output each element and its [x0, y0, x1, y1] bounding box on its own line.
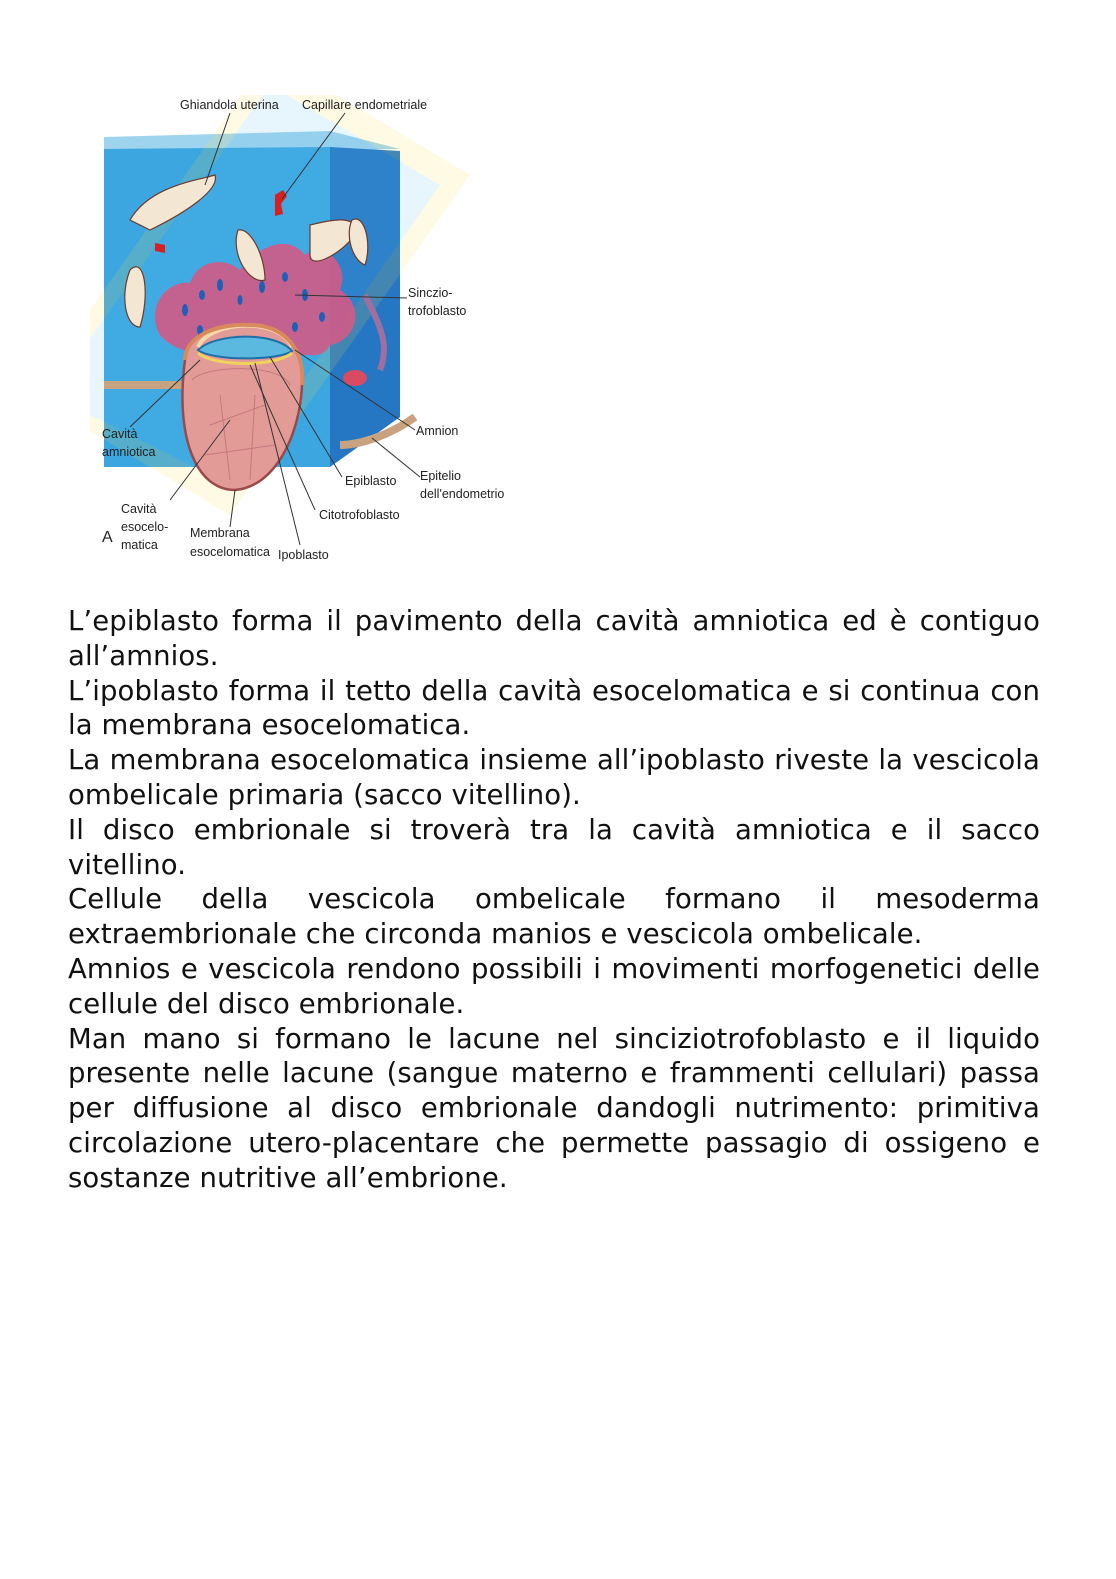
label-syncytio-1: Sinczio- — [408, 286, 453, 300]
label-cytotrophoblast: Citotrofoblasto — [319, 508, 400, 522]
label-exocoelomic-cavity-2: esocelo- — [121, 520, 169, 534]
implantation-figure — [90, 95, 530, 575]
label-amniotic-cavity-2: amniotica — [102, 445, 156, 459]
implantation-diagram — [90, 95, 530, 575]
label-amnion: Amnion — [416, 424, 459, 438]
label-exocoelomic-cavity-1: Cavità — [121, 502, 157, 516]
label-epithelium-1: Epitelio — [420, 469, 461, 483]
label-hypoblast: Ipoblasto — [278, 548, 329, 562]
label-membrane-2: esocelomatica — [190, 545, 270, 559]
label-epithelium-2: dell'endometrio — [420, 487, 505, 501]
label-capillary: Capillare endometriale — [302, 98, 428, 112]
label-uterine-gland: Ghiandola uterina — [180, 98, 279, 112]
paragraph: L’ipoblasto forma il tetto della cavità esocelomatica e si continua con la membrana esocelomatica. — [68, 674, 1040, 742]
label-membrane-1: Membrana — [190, 526, 250, 540]
paragraph: Il disco embrionale si troverà tra la cavità amniotica e il sacco vitellino. — [68, 813, 1040, 881]
panel-letter: A — [102, 529, 113, 546]
paragraph: L’epiblasto forma il pavimento della cavità amniotica ed è contiguo all’amnios. — [68, 605, 1040, 672]
paragraph: La membrana esocelomatica insieme all’ipoblasto riveste la vescicola ombelicale primaria (sacco vitellino). — [68, 744, 1040, 811]
body-text — [68, 604, 1040, 1196]
paragraph: Cellule della vescicola ombelicale formano il mesoderma extraembrionale che circonda manios e vescicola ombelicale. — [68, 883, 1040, 951]
label-amniotic-cavity-1: Cavità — [102, 427, 138, 441]
label-epiblast: Epiblasto — [345, 474, 397, 488]
paragraph: Man mano si formano le lacune nel sinciziotrofoblasto e il liquido presente nelle lacune (sangue materno e frammenti cellulari) passa per diffusione al disco embrionale dandogli nutrimento: primitiva circolazione utero-placentare che permette passagio di ossigeno e sostanze nutritive all’embrione. — [68, 1022, 1040, 1194]
label-exocoelomic-cavity-3: matica — [121, 538, 158, 552]
paragraph: Amnios e vescicola rendono possibili i movimenti morfogenetici delle cellule del disco embrionale. — [68, 952, 1040, 1020]
label-syncytio-2: trofoblasto — [408, 304, 467, 318]
